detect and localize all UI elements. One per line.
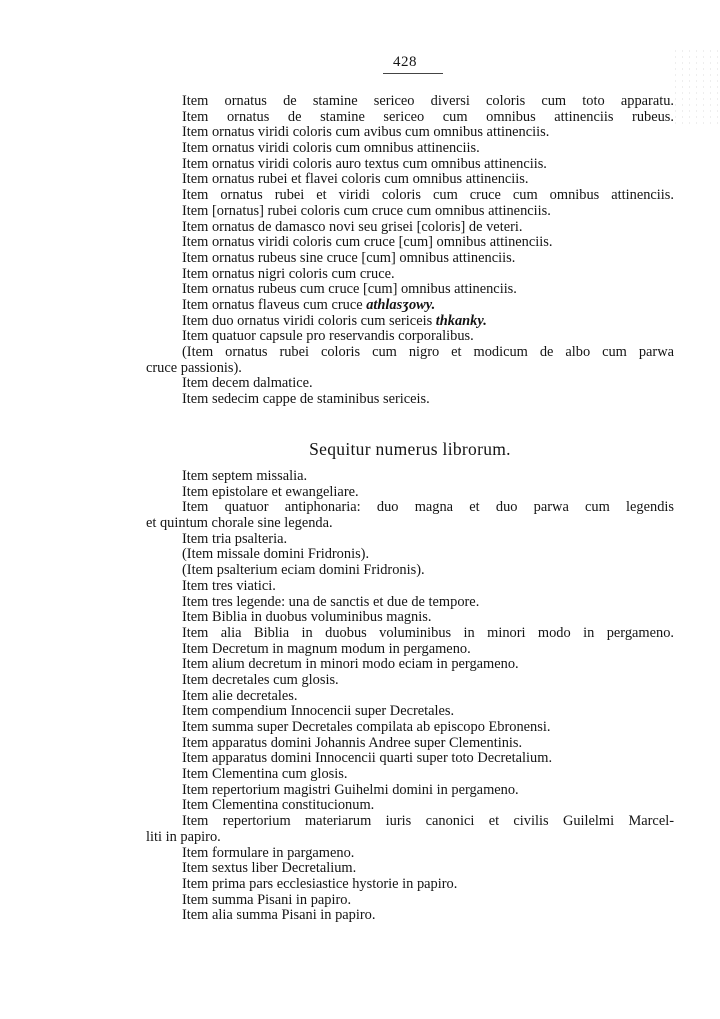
line-text: Item quatuor antiphonaria: duo magna et duo parwa cum legendis (182, 499, 674, 516)
line-text: Item repertorium materiarum iuris canonici et civilis Guilelmi Marcel- (182, 813, 674, 830)
line-text: Item ornatus viridi coloris cum cruce [cum] omnibus attinenciis. (182, 234, 553, 251)
line-text: Item decem dalmatice. (182, 375, 313, 392)
line-text: Item summa Pisani in papiro. (182, 891, 352, 908)
line-text: (Item ornatus rubei coloris cum nigro et modicum de albo cum parwa (182, 344, 674, 360)
inventory-books-list (146, 469, 674, 924)
text-line (146, 235, 674, 251)
text-line (146, 298, 674, 314)
line-text: Item alium decretum in minori modo eciam in pergameno. (182, 656, 519, 673)
section-heading: Sequitur numerus librorum. (309, 439, 511, 459)
text-line (146, 314, 674, 330)
line-text: Item tres viatici. (182, 577, 276, 594)
text-line (146, 657, 674, 673)
line-text: Item decretales cum glosis. (182, 671, 339, 688)
text-line (146, 125, 674, 141)
line-text: Item ornatus nigri coloris cum cruce. (182, 265, 395, 282)
line-text: (Item psalterium eciam domini Fridronis). (182, 562, 425, 579)
line-text: Item apparatus domini Johannis Andree super Clementinis. (182, 734, 523, 751)
text-line (146, 908, 674, 924)
text-line (146, 345, 674, 361)
text-line (146, 329, 674, 345)
line-text: Item apparatus domini Innocencii quarti super toto Decretalium. (182, 750, 553, 767)
text-line (146, 141, 674, 157)
text-line (146, 392, 674, 408)
text-line (146, 798, 674, 814)
text-line (146, 846, 674, 862)
line-text: Item duo ornatus viridi coloris cum sericeis (182, 312, 436, 329)
text-line (146, 361, 674, 377)
text-line (146, 500, 674, 516)
line-text: Item compendium Innocencii super Decretales. (182, 703, 455, 720)
text-line (146, 830, 674, 846)
line-text: Item alie decretales. (182, 687, 298, 704)
text-line (146, 610, 674, 626)
text-line (146, 251, 674, 267)
text-line (146, 673, 674, 689)
text-line (146, 172, 674, 188)
line-text: Item ornatus rubei et flavei coloris cum omnibus attinenciis. (182, 171, 529, 188)
line-text: Item ornatus viridi coloris cum omnibus attinenciis. (182, 140, 480, 157)
text-line (146, 376, 674, 392)
text-line (146, 595, 674, 611)
line-text: Item Decretum in magnum modum in pergameno. (182, 640, 471, 657)
line-text: Item summa super Decretales compilata ab episcopo Ebronensi. (182, 719, 551, 735)
line-text: Item quatuor capsule pro reservandis corporalibus. (182, 328, 474, 345)
text-line (146, 579, 674, 595)
text-line (146, 626, 674, 642)
line-text: Item alia summa Pisani in papiro. (182, 907, 376, 924)
line-text: Item ornatus flaveus cum cruce (182, 296, 367, 313)
line-text: Item ornatus de stamine sericeo diversi coloris cum toto apparatu. (182, 93, 674, 109)
line-text: Item repertorium magistri Guihelmi domini in pergameno. (182, 781, 519, 798)
text-line (146, 767, 674, 783)
line-text: Item [ornatus] rubei coloris cum cruce cum omnibus attinenciis. (182, 202, 551, 219)
line-text: Item alia Biblia in duobus voluminibus in minori modo in pergameno. (182, 624, 674, 641)
line-text: Item prima pars ecclesiastice hystorie in papiro. (182, 875, 458, 892)
line-text: Item sextus liber Decretalium. (182, 860, 357, 877)
line-text: Item ornatus de damasco novi seu grisei [coloris] de veteri. (182, 218, 523, 235)
italic-term: thkanky. (435, 312, 487, 329)
text-line (146, 720, 674, 736)
line-text: Item formulare in pargameno. (182, 844, 355, 861)
text-line (146, 861, 674, 877)
line-text: Item tres legende: una de sanctis et due de tempore. (182, 593, 480, 610)
text-line (146, 704, 674, 720)
line-text: Item ornatus rubeus sine cruce [cum] omnibus attinenciis. (182, 249, 516, 266)
line-text: Item ornatus viridi coloris auro textus cum omnibus attinenciis. (182, 155, 547, 172)
text-line (146, 736, 674, 752)
line-text: et quintum chorale sine legenda. (146, 515, 333, 532)
line-text: Item Biblia in duobus voluminibus magnis. (182, 609, 432, 626)
line-text: Item ornatus viridi coloris cum avibus cum omnibus attinenciis. (182, 124, 550, 141)
text-line (146, 188, 674, 204)
text-line (146, 893, 674, 909)
text-line (146, 642, 674, 658)
inventory-vestments-list (146, 94, 674, 408)
line-text: Item ornatus rubeus cum cruce [cum] omnibus attinenciis. (182, 281, 517, 298)
line-text: Item Clementina cum glosis. (182, 766, 348, 783)
text-line (146, 282, 674, 298)
text-line (146, 689, 674, 705)
text-line (146, 220, 674, 236)
text-line (146, 532, 674, 548)
text-line (146, 814, 674, 830)
line-text: (Item missale domini Fridronis). (182, 546, 370, 563)
text-line (146, 204, 674, 220)
line-text: liti in papiro. (146, 828, 221, 845)
line-text: Item ornatus de stamine sericeo cum omnibus attinenciis rubeus. (182, 108, 674, 125)
line-text: Item septem missalia. (182, 468, 308, 484)
line-text: Item sedecim cappe de staminibus sericeis. (182, 391, 430, 408)
text-line (146, 94, 674, 110)
text-line (146, 516, 674, 532)
line-text: Item Clementina constitucionum. (182, 797, 375, 814)
text-line (146, 783, 674, 799)
text-line (146, 563, 674, 579)
text-line (146, 110, 674, 126)
line-text: Item tria psalteria. (182, 530, 288, 547)
text-line (146, 469, 674, 485)
text-line (146, 157, 674, 173)
text-line (146, 267, 674, 283)
page-number-rule (383, 73, 443, 74)
line-text: Item epistolare et ewangeliare. (182, 483, 359, 500)
line-text: cruce passionis). (146, 359, 242, 376)
text-line (146, 751, 674, 767)
text-line (146, 485, 674, 501)
line-text: Item ornatus rubei et viridi coloris cum cruce cum omnibus attinenciis. (182, 187, 674, 204)
text-line (146, 877, 674, 893)
italic-term: athlasʒowy. (366, 296, 436, 313)
page-number: 428 (393, 54, 417, 70)
text-line (146, 547, 674, 563)
